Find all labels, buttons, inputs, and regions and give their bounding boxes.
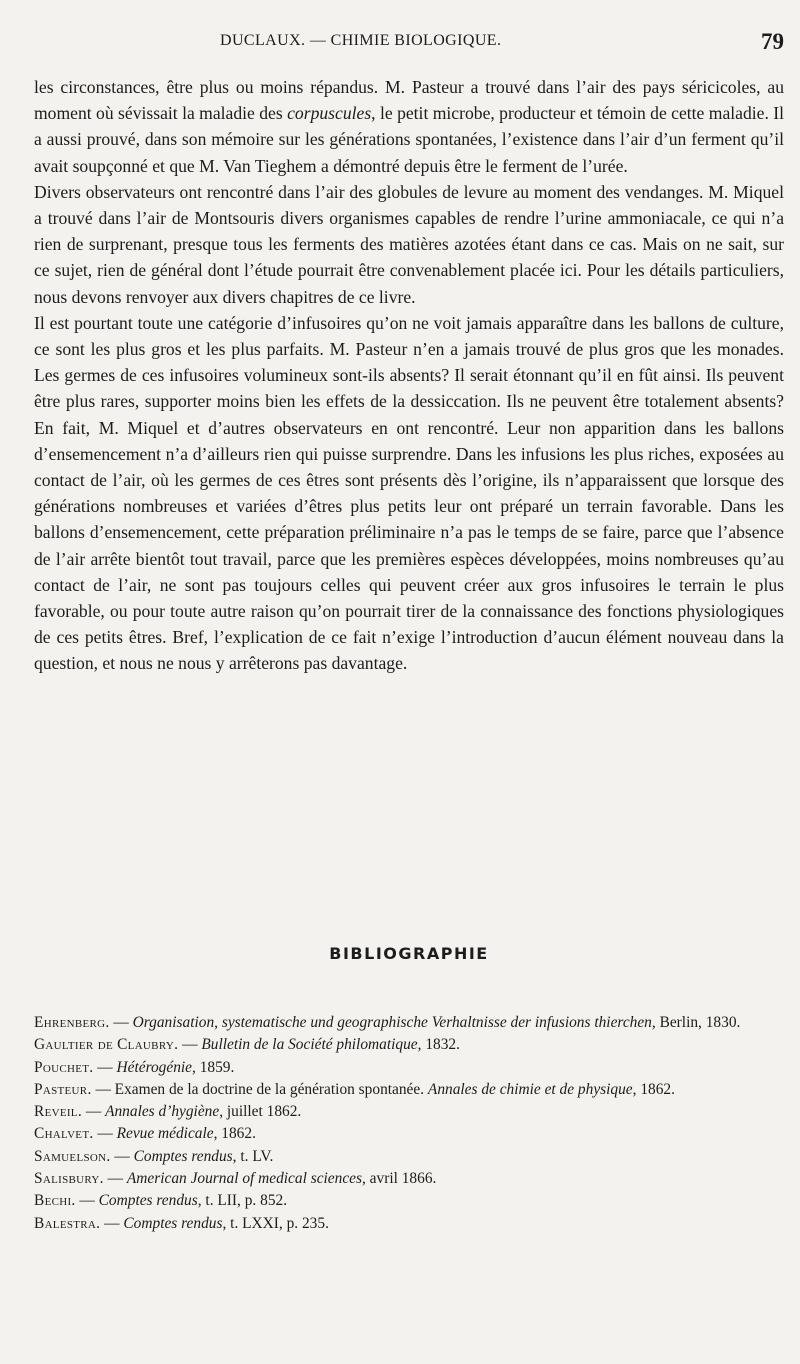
bib-author: Pasteur. bbox=[34, 1080, 92, 1098]
bibliography-entry: Salisbury. — American Journal of medical sciences, avril 1866. bbox=[34, 1170, 437, 1188]
bib-author: Pouchet. bbox=[34, 1058, 94, 1076]
paragraph: Divers observateurs ont rencontré dans l’air des globules de levure au moment des vendanges. M. Miquel a trouvé dans l’air de Montsouris divers organismes capables de rendre l’urine ammoniacale, ce qui n’a rien de surprenant, presque tous les ferments des matières azotées étant dans ce cas. Mais on ne sait, sur ce sujet, rien de général dont l’étude pourrait être convenablement placée ici. Pour les détails particuliers, nous devons renvoyer aux divers chapitres de ce livre. bbox=[34, 181, 784, 307]
bib-title: Revue médicale bbox=[116, 1125, 214, 1143]
bibliography-entry: Ehrenberg. — Organisation, systematische und geographische Verhaltnisse der infusions thierchen, Berlin, 1830. bbox=[34, 1014, 741, 1031]
bib-author: Salisbury. bbox=[34, 1170, 104, 1188]
bib-author: Ehrenberg. bbox=[34, 1014, 110, 1031]
running-title: DUCLAUX. — CHIMIE BIOLOGIQUE. bbox=[220, 32, 502, 49]
bib-author: Samuelson. bbox=[34, 1147, 111, 1165]
body-text bbox=[34, 74, 784, 677]
bib-author: Balestra. bbox=[34, 1214, 101, 1232]
bib-title: Organisation, systematische und geographische Verhaltnisse der infusions thierchen bbox=[132, 1014, 652, 1031]
bibliography-entry: Pasteur. — Examen de la doctrine de la génération spontanée. Annales de chimie et de physique, 1862. bbox=[34, 1080, 675, 1098]
bibliography-entry: Pouchet. — Hétérogénie, 1859. bbox=[34, 1058, 235, 1076]
bibliography-entry: Reveil. — Annales d’hygiène, juillet 1862. bbox=[34, 1103, 302, 1121]
bibliography-entry: Bechi. — Comptes rendus, t. LII, p. 852. bbox=[34, 1192, 288, 1210]
bib-author: Bechi. bbox=[34, 1192, 76, 1210]
bib-title: Comptes rendus bbox=[123, 1214, 223, 1232]
paragraph: Il est pourtant toute une catégorie d’infusoires qu’on ne voit jamais apparaître dans les ballons de culture, ce sont les plus gros et les plus parfaits. M. Pasteur n’en a jamais trouvé de plus gros que les monades. Les germes de ces infusoires volumineux sont-ils absents? Il serait étonnant qu’il en fût ainsi. Ils peuvent être plus rares, supporter moins bien les effets de la dessiccation. Ils ne peuvent être totalement absents? En fait, M. Miquel et d’autres observateurs en ont rencontré. Leur non apparition dans les ballons d’ensemencement n’a d’ailleurs rien qui puisse surprendre. Dans les infusions les plus riches, exposées au contact de l’air, où les germes de ces êtres sont présents dès l’origine, ils n’apparaissent que lorsque des générations nombreuses et variées d’êtres plus petits leur ont préparé un terrain favorable. Dans les ballons d’ensemencement, cette préparation préliminaire n’a pas le temps de se faire, parce que l’absence de l’air arrête bientôt tout travail, parce que les premières espèces développées, moins nombreuses qu’au contact de l’air, ne sont pas toujours celles qui peuvent créer aux gros infusoires le terrain le plus favorable, ou pour toute autre raison qu’on pourrait tirer de la connaissance des fonctions physiologiques de ces petits êtres. Bref, l’explication de ce fait n’exige l’introduction d’aucun élément nouveau dans la question, et nous ne nous y arrêterons pas davantage. bbox=[34, 312, 784, 674]
paragraph: les circonstances, être plus ou moins répandus. M. Pasteur a trouvé dans l’air des pays séricicoles, au moment où sévissait la maladie des corpuscules, le petit microbe, producteur et témoin de cette maladie. Il a aussi prouvé, dans son mémoire sur les générations spontanées, l’existence dans l’air d’un ferment qu’il avait soupçonné et que M. Van Tieghem a démontré depuis être le ferment de l’urée. bbox=[34, 77, 784, 176]
bib-author: Reveil. bbox=[34, 1103, 82, 1121]
bib-title: Comptes rendus bbox=[98, 1192, 198, 1210]
book-page bbox=[34, 0, 784, 1364]
bibliography-list bbox=[34, 1012, 784, 1235]
bib-title: American Journal of medical sciences bbox=[126, 1170, 362, 1188]
bibliography-entry: Balestra. — Comptes rendus, t. LXXI, p. 235. bbox=[34, 1214, 329, 1232]
bibliography-entry: Chalvet. — Revue médicale, 1862. bbox=[34, 1125, 256, 1143]
page-number: 79 bbox=[761, 29, 784, 54]
bibliography-entry: Samuelson. — Comptes rendus, t. LV. bbox=[34, 1147, 274, 1165]
bib-title: Bulletin de la Société philomatique bbox=[201, 1036, 418, 1054]
bib-author: Gaultier de Claubry. bbox=[34, 1036, 179, 1054]
emphasis: corpuscules bbox=[287, 103, 372, 124]
bibliography-heading: BIBLIOGRAPHIE bbox=[329, 944, 489, 963]
running-head bbox=[34, 29, 784, 58]
bib-title: Annales d’hygiène bbox=[105, 1103, 220, 1121]
bib-author: Chalvet. bbox=[34, 1125, 94, 1143]
bib-title: Hétérogénie bbox=[116, 1058, 193, 1076]
bibliography-entry: Gaultier de Claubry. — Bulletin de la Société philomatique, 1832. bbox=[34, 1036, 460, 1054]
bib-title: Comptes rendus bbox=[133, 1147, 233, 1165]
bib-title: Annales de chimie et de physique bbox=[427, 1080, 633, 1098]
